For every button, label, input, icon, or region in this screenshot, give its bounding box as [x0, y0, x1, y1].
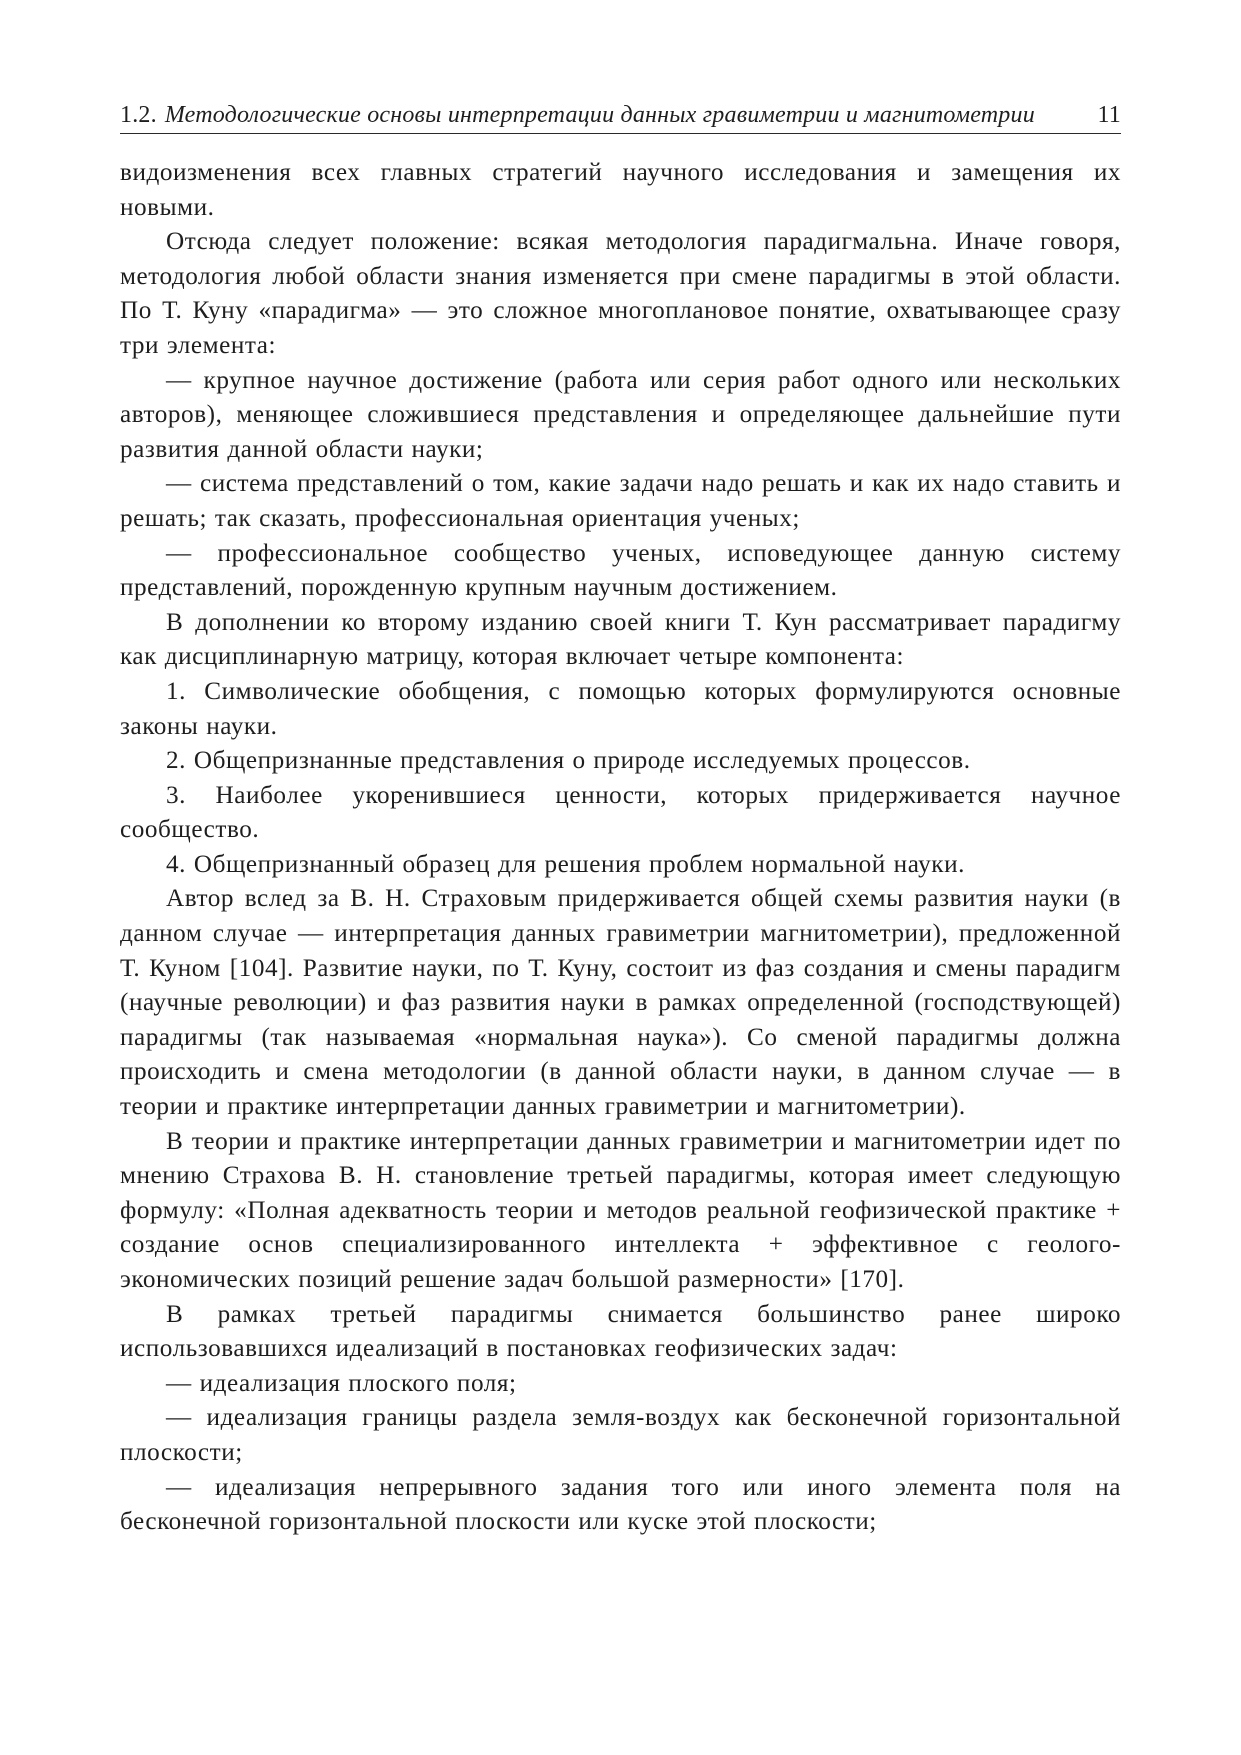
- list-item-numbered: 3. Наиболее укоренившиеся ценности, которых придерживается научное сообщество.: [120, 781, 1121, 844]
- book-page: [120, 0, 1121, 1755]
- running-header: [120, 100, 1121, 134]
- page-number: 11: [1097, 102, 1121, 128]
- section-number: 1.2.: [120, 102, 157, 128]
- section-heading: [120, 102, 1035, 129]
- list-item-dash: — система представлений о том, какие задачи надо решать и как их надо ставить и решать; так сказать, профессиональная ориентация ученых;: [120, 470, 1121, 532]
- list-item-numbered: 4. Общепризнанный образец для решения проблем нормальной науки.: [166, 850, 965, 878]
- paragraph: В рамках третьей парадигмы снимается большинство ранее широко использовавшихся идеализаций в постановках геофизических задач:: [120, 1300, 1121, 1363]
- paragraph: Отсюда следует положение: всякая методология парадигмальна. Иначе говоря, методология любой области знания изменяется при смене парадигмы в этой области. По Т. Куну «парадигма» — это сложное многоплановое понятие, охватывающее сразу три элемента:: [120, 228, 1121, 359]
- list-item-dash: — идеализация плоского поля;: [166, 1369, 517, 1397]
- body-text: [120, 156, 1121, 1540]
- paragraph-continuation: видоизменения всех главных стратегий научного исследования и замещения их новыми.: [120, 159, 1121, 221]
- list-item-numbered: 1. Символические обобщения, с помощью которых формулируются основные законы науки.: [120, 677, 1121, 740]
- list-item-numbered: 2. Общепризнанные представления о природе исследуемых процессов.: [166, 747, 971, 775]
- list-item-dash: — идеализация границы раздела земля-воздух как бесконечной горизонтальной плоскости;: [120, 1404, 1121, 1466]
- list-item-dash: — крупное научное достижение (работа или серия работ одного или нескольких авторов), меняющее сложившиеся представления и определяющее дальнейшие пути развития данной области науки;: [120, 366, 1121, 463]
- paragraph: В теории и практике интерпретации данных гравиметрии и магнитометрии идет по мнению Страхова В. Н. становление третьей парадигмы, которая имеет следующую формулу: «Полная адекватность теории и методов реальной геофизической практике + создание основ специализированного интеллекта + эффективное с геолого-экономических позиций решение задач большой размерности» [170].: [120, 1127, 1121, 1293]
- section-title: Методологические основы интерпретации данных гравиметрии и магнитометрии: [164, 102, 1035, 128]
- list-item-dash: — идеализация непрерывного задания того или иного элемента поля на бесконечной горизонтальной плоскости или куске этой плоскости;: [120, 1473, 1121, 1536]
- paragraph: В дополнении ко второму изданию своей книги Т. Кун рассматривает парадигму как дисциплинарную матрицу, которая включает четыре компонента:: [120, 608, 1121, 671]
- list-item-dash: — профессиональное сообщество ученых, исповедующее данную систему представлений, порожденную крупным научным достижением.: [120, 539, 1121, 602]
- paragraph: Автор вслед за В. Н. Страховым придерживается общей схемы развития науки (в данном случае — интерпретация данных гравиметрии магнитометрии), предложенной Т. Куном [104]. Развитие науки, по Т. Куну, состоит из фаз создания и смены парадигм (научные революции) и фаз развития науки в рамках определенной (господствующей) парадигмы (так называемая «нормальная наука»). Со сменой парадигмы должна происходить и смена методологии (в данной области науки, в данном случае — в теории и практике интерпретации данных гравиметрии и магнитометрии).: [120, 885, 1121, 1121]
